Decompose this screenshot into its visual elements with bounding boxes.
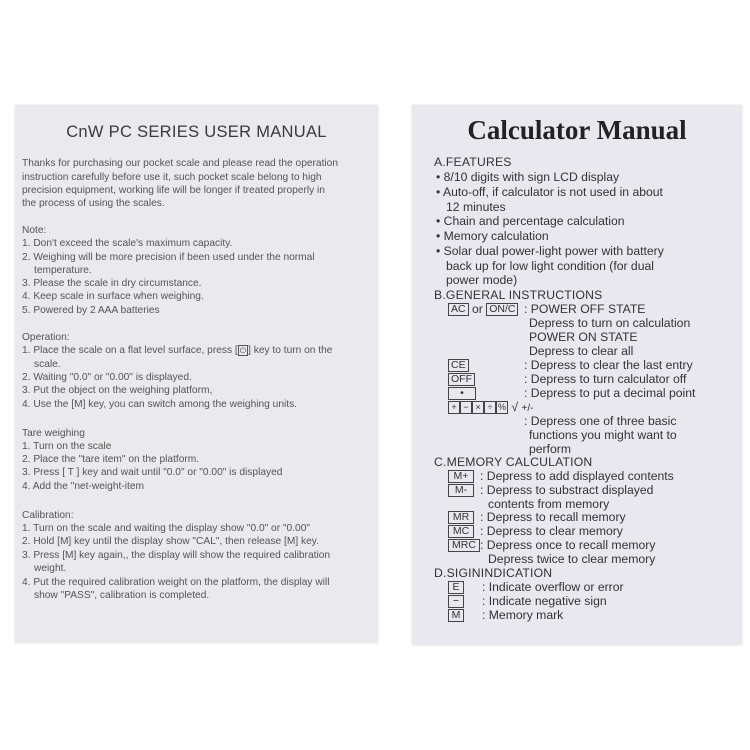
memory-desc: : Depress to substract displayed	[480, 483, 654, 497]
minus-key: −	[460, 401, 472, 414]
tare-line: 3. Press [ T ] key and wait until "0.0" or "0.00" is displayed	[22, 467, 283, 478]
sign-desc: : Memory mark	[482, 608, 564, 622]
note-heading: Note:	[22, 225, 47, 236]
ac-onc-keys	[448, 302, 518, 316]
mrc-key: MRC	[448, 539, 480, 552]
ce-key-row	[448, 358, 469, 372]
operation-line: 2. Waiting "0.0" or "0.00" is displayed.	[22, 372, 192, 383]
general-desc: perform	[529, 442, 571, 456]
feature-item: • Auto-off, if calculator is not used in about	[436, 185, 663, 199]
tare-heading: Tare weighing	[22, 428, 85, 439]
note-line: 2. Weighing will be more precision if been used under the normal	[22, 252, 315, 263]
features-heading: A.FEATURES	[434, 155, 512, 169]
multiply-key: ×	[472, 401, 484, 414]
intro-line: precision equipment, working life will be longer if treated properly in	[22, 185, 325, 196]
off-key-row	[448, 372, 475, 386]
general-desc: functions you might want to	[529, 428, 677, 442]
calibration-line: weight.	[34, 563, 67, 574]
intro-line: instruction carefully before use it, such pocket scale belong to high	[22, 172, 322, 183]
negative-sign-icon: −	[448, 595, 464, 608]
or-label: or	[471, 302, 483, 316]
intro-line: Thanks for purchasing our pocket scale and please read the operation	[22, 158, 339, 169]
ce-key: CE	[448, 359, 469, 372]
calibration-line: show "PASS", calibration is completed.	[34, 590, 210, 601]
sqrt-key: √	[511, 400, 519, 414]
power-icon: ⏻	[239, 346, 247, 355]
general-desc: Depress to clear all	[529, 344, 634, 358]
feature-item: • 8/10 digits with sign LCD display	[436, 170, 620, 184]
general-desc: : Depress one of three basic	[524, 414, 677, 428]
mc-key: MC	[448, 525, 474, 538]
memory-desc: : Depress to recall memory	[480, 510, 626, 524]
plusminus-key: +/-	[521, 403, 534, 414]
operation-text: ] key to turn on the	[248, 345, 333, 356]
general-desc: POWER ON STATE	[529, 330, 638, 344]
mr-key: MR	[448, 511, 474, 524]
calibration-line: 3. Press [M] key again,, the display will show the required calibration	[22, 550, 331, 561]
scale-manual-title: CnW PC SERIES USER MANUAL	[66, 123, 327, 141]
operation-line: scale.	[34, 359, 61, 370]
error-sign-icon: E	[448, 581, 464, 594]
ac-key: AC	[448, 303, 469, 316]
memory-heading: C.MEMORY CALCULATION	[434, 455, 593, 469]
operation-line	[22, 344, 332, 357]
general-heading: B.GENERAL INSTRUCTIONS	[434, 288, 603, 302]
note-line: temperature.	[34, 265, 92, 276]
note-line: 3. Please the scale in dry circumstance.	[22, 278, 202, 289]
dot-key-row	[448, 386, 476, 400]
scale-manual-card	[15, 105, 378, 643]
memory-desc: contents from memory	[488, 497, 610, 511]
operation-line: 3. Put the object on the weighing platform,	[22, 385, 213, 396]
general-desc: : Depress to put a decimal point	[524, 386, 696, 400]
general-desc: : Depress to clear the last entry	[524, 358, 693, 372]
percent-key: %	[498, 402, 507, 412]
memory-desc: : Depress once to recall memory	[480, 538, 656, 552]
calibration-line: 1. Turn on the scale and waiting the display show "0.0" or "0.00"	[22, 523, 311, 534]
calibration-line: 4. Put the required calibration weight on the platform, the display will	[22, 577, 330, 588]
memory-mark-icon: M	[448, 609, 464, 622]
m-minus-key: M-	[448, 484, 474, 497]
feature-item: back up for low light condition (for dual	[446, 259, 654, 273]
onc-key: ON/C	[486, 303, 518, 316]
m-plus-key: M+	[448, 470, 474, 483]
calibration-heading: Calibration:	[22, 510, 74, 521]
decimal-key: •	[448, 387, 476, 400]
tare-line: 1. Turn on the scale	[22, 441, 112, 452]
general-desc: Depress to turn on calculation	[529, 316, 691, 330]
tare-line: 4. Add the "net-weight-item	[22, 481, 144, 492]
sign-desc: : Indicate negative sign	[482, 594, 607, 608]
divide-key: ÷	[484, 401, 496, 414]
sign-heading: D.SIGININDICATION	[434, 566, 553, 580]
note-line: 1. Don't exceed the scale's maximum capacity.	[22, 238, 233, 249]
note-line: 4. Keep scale in surface when weighing.	[22, 291, 204, 302]
calibration-line: 2. Hold [M] key until the display show "CAL", then release [M] key.	[22, 536, 319, 547]
intro-line: the process of using the scales.	[22, 198, 165, 209]
note-line: 5. Powered by 2 AAA batteries	[22, 305, 160, 316]
operation-line: 4. Use the [M] key, you can switch among the weighing units.	[22, 399, 298, 410]
sign-desc: : Indicate overflow or error	[482, 580, 624, 594]
feature-item: • Chain and percentage calculation	[436, 214, 625, 228]
operation-heading: Operation:	[22, 332, 70, 343]
general-desc: : Depress to turn calculator off	[524, 372, 687, 386]
memory-desc: : Depress to add displayed contents	[480, 469, 674, 483]
plus-key: +	[448, 401, 460, 414]
operation-text: 1. Place the scale on a flat level surface, press [	[22, 345, 238, 356]
feature-item: power mode)	[446, 273, 518, 287]
feature-item: • Memory calculation	[436, 229, 549, 243]
tare-line: 2. Place the "tare item" on the platform.	[22, 454, 200, 465]
operator-keys	[448, 400, 533, 416]
feature-item: • Solar dual power-light power with battery	[436, 244, 664, 258]
general-desc: : POWER OFF STATE	[524, 302, 646, 316]
memory-desc: Depress twice to clear memory	[488, 552, 656, 566]
calculator-manual-card	[412, 105, 742, 645]
memory-desc: : Depress to clear memory	[480, 524, 623, 538]
feature-item: 12 minutes	[446, 200, 506, 214]
calculator-manual-title: Calculator Manual	[467, 115, 687, 145]
off-key: OFF	[448, 373, 475, 386]
